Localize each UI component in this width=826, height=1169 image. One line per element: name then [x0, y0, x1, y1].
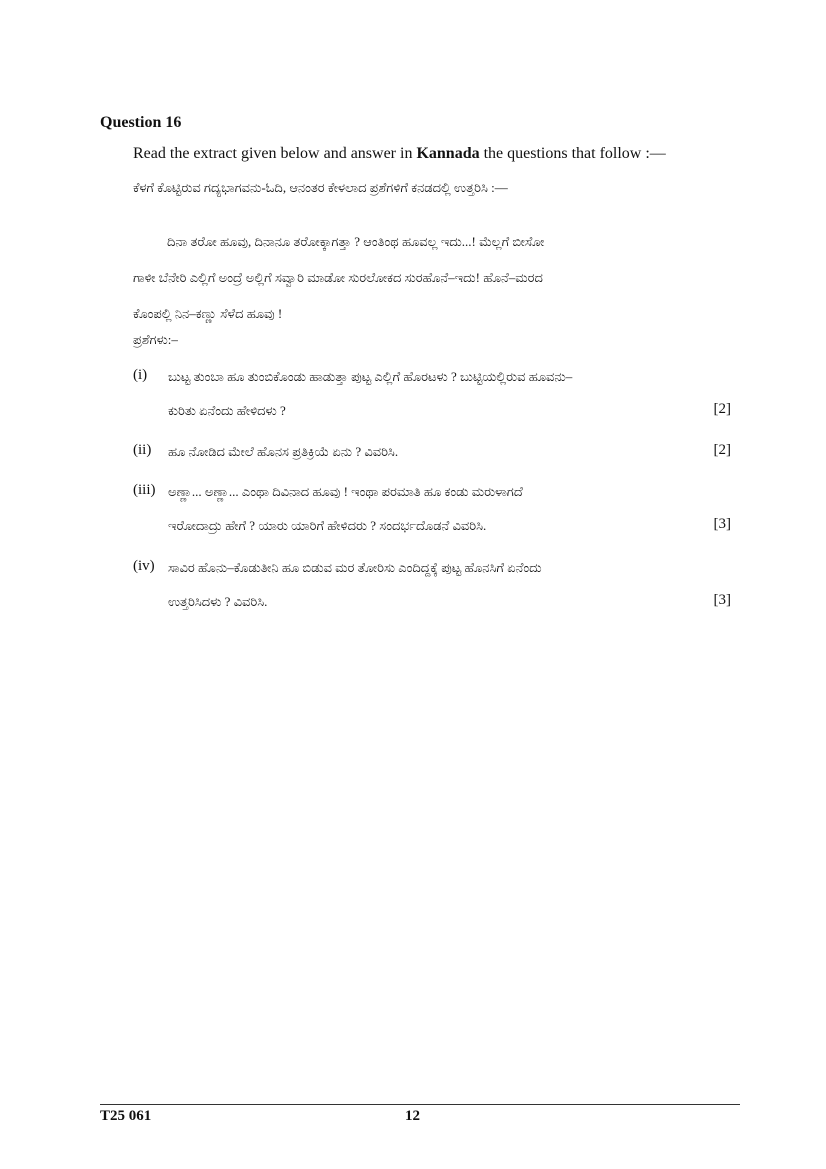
questions-subheading: ಪ್ರಶೆಗಳು:– — [133, 332, 178, 347]
paper-code: T25 061 — [100, 1108, 152, 1124]
question-marks: [3] — [713, 592, 731, 608]
question-title: Question 16 — [100, 114, 182, 131]
question-marks: [3] — [713, 516, 731, 532]
question-number: (iii) — [133, 482, 156, 498]
question-marks: [2] — [713, 442, 731, 458]
question-line: ಬುಟ್ಟ ತುಂಬಾ ಹೂ ತುಂಬಿಕೊಂಡು ಹಾಡುತ್ತಾ ಪುಟ್ಟ ಎಲ್ಲಿಗೆ ಹೊರಟಳು ? ಬುಟ್ಟಿಯಲ್ಲಿರುವ ಹೂವನು– — [168, 369, 573, 384]
question-line: ಅಣ್ಣಾ... ಅಣ್ಣಾ... ಎಂಥಾ ದಿವಿನಾದ ಹೂವು ! ಇಂಥಾ ಪರಮಾತಿ ಹೂ ಕಂಡು ಮರುಳಾಗದೆ — [168, 484, 523, 499]
passage-line: ಕೊಂಪಲ್ಲಿ ನಿನ–ಕಣ್ಣು ಸೆಳೆದ ಹೂವು ! — [133, 306, 283, 321]
question-number: (iv) — [133, 558, 155, 574]
instruction-english — [133, 145, 666, 163]
sub-question-iii — [133, 482, 731, 542]
question-line: ಸಾವಿರ ಹೊನು–ಕೊಡುತೀನಿ ಹೂ ಬಿಡುವ ಮರ ತೋರಿಸು ಎಂದಿದ್ದಕ್ಕೆ ಪುಟ್ಟ ಹೊನಸಿಗೆ ಏನೆಂದು — [168, 560, 542, 575]
question-marks: [2] — [713, 401, 731, 417]
sub-question-iv — [133, 558, 731, 618]
question-number: (ii) — [133, 442, 152, 458]
instruction-language: Kannada — [416, 145, 480, 162]
passage-line: ದಿನಾ ತರೋ ಹೂವು, ದಿನಾನೂ ತರೋಕ್ಕಾಗತ್ತಾ ? ಆಂತಿಂಥ ಹೂವಲ್ಲ ಇದು...! ಮೆಲ್ಲಗೆ ಬೀಸೋ — [167, 234, 545, 249]
question-line: ಕುರಿತು ಏನೆಂದು ಹೇಳಿದಳು ? — [168, 403, 286, 418]
question-number: (i) — [133, 367, 148, 383]
instruction-text-before: Read the extract given below and answer in — [133, 145, 417, 162]
extract-passage — [133, 224, 729, 332]
question-line: ಇರೋದಾದ್ರು ಹೇಗೆ ? ಯಾರು ಯಾರಿಗೆ ಹೇಳಿದರು ? ಸಂದರ್ಭದೊಡನೆ ವಿವರಿಸಿ. — [168, 518, 487, 533]
sub-question-ii — [133, 442, 731, 466]
page-number: 12 — [405, 1108, 420, 1124]
sub-question-i — [133, 367, 731, 427]
question-line: ಉತ್ತರಿಸಿದಳು ? ವಿವರಿಸಿ. — [168, 594, 268, 609]
passage-line: ಗಾಳೀ ಬೆನೇರಿ ಎಲ್ಲಿಗೆ ಅಂದ್ರೆ ಅಲ್ಲಿಗೆ ಸವ್ವಾರಿ ಮಾಡೋ ಸುರಲೋಕದ ಸುರಹೊನೆ–ಇದು! ಹೊನೆ–ಮರದ — [133, 270, 543, 285]
instruction-text-after: the questions that follow :— — [479, 145, 666, 162]
question-line: ಹೂ ನೋಡಿದ ಮೇಲೆ ಹೊನಸ ಪ್ರತಿಕ್ರಿಯೆ ಏನು ? ವಿವರಿಸಿ. — [168, 444, 399, 459]
instruction-kannada: ಕೆಳಗೆ ಕೊಟ್ಟಿರುವ ಗದ್ಯಭಾಗವನು-ಓದಿ, ಆನಂತರ ಕೇಳಲಾದ ಪ್ರಶೆಗಳಿಗೆ ಕನಡದಲ್ಲಿ ಉತ್ತರಿಸಿ :— — [133, 180, 508, 195]
footer-divider — [100, 1104, 740, 1105]
